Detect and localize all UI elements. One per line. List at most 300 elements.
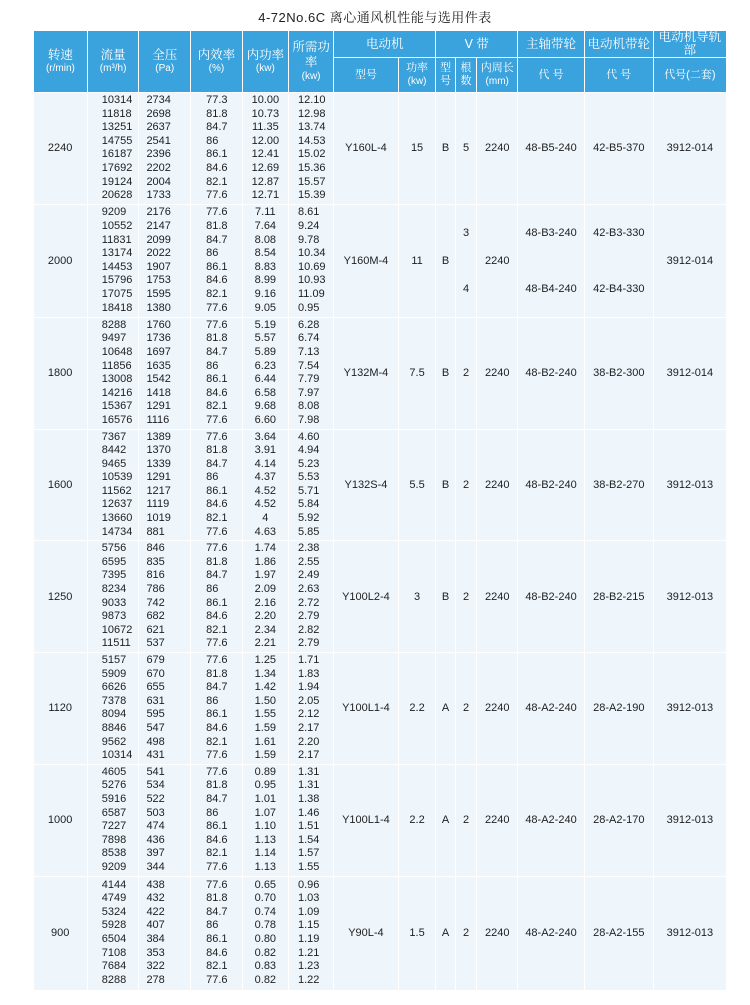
cell-value: 81.8 — [206, 219, 228, 232]
cell-value: 2022 — [146, 247, 171, 260]
cell-value: 82.1 — [206, 175, 228, 188]
pressure-cell — [139, 764, 191, 876]
cell-value: 9562 — [101, 735, 127, 748]
cell-value: 4 — [262, 512, 269, 525]
efficiency-cell — [191, 876, 243, 990]
cell-value: 1.55 — [297, 860, 320, 873]
cell-value: 77.6 — [206, 765, 228, 778]
belt-type-cell: B — [436, 93, 455, 205]
pressure-cell — [139, 429, 191, 541]
speed-cell: 2000 — [34, 204, 88, 317]
cell-value: 2.16 — [254, 596, 277, 609]
cell-value: 77.6 — [206, 654, 228, 666]
cell-value: 344 — [146, 860, 165, 873]
cell-value: 11.09 — [297, 287, 325, 300]
cell-value: 86.1 — [206, 820, 228, 833]
cell-value: 15.39 — [297, 189, 326, 202]
cell-value: 431 — [146, 749, 165, 762]
cell-value: 621 — [146, 623, 165, 636]
cell-value: 2.55 — [297, 555, 320, 568]
cell-value: 77.6 — [206, 206, 228, 219]
motor-power-cell: 2.2 — [398, 764, 436, 876]
cell-value: 2.82 — [297, 623, 320, 636]
cell-value: 2.20 — [254, 610, 277, 623]
efficiency-cell — [191, 541, 243, 653]
shaft-pulley-cell: 48-A2-240 — [518, 764, 585, 876]
cell-value: 2176 — [146, 206, 171, 219]
cell-value: 1.13 — [254, 860, 277, 873]
cell-value: 5756 — [101, 542, 127, 555]
required-power-cell — [288, 541, 333, 653]
required-power-cell — [288, 653, 333, 765]
cell-value: 86.1 — [206, 373, 228, 386]
motor-model-cell: Y132M-4 — [334, 317, 399, 429]
cell-value: 4.14 — [254, 457, 277, 470]
cell-value: 86 — [206, 134, 219, 147]
cell-value: 1.97 — [254, 569, 277, 582]
cell-value: 2.63 — [297, 583, 320, 596]
cell-value: 10.73 — [251, 107, 280, 120]
cell-value: 0.83 — [254, 960, 277, 973]
cell-value: 9.05 — [254, 301, 277, 314]
cell-value: 1697 — [146, 345, 171, 358]
speed-cell: 1250 — [34, 541, 88, 653]
belt-count-cell — [455, 204, 477, 317]
cell-value: 2541 — [146, 134, 171, 147]
cell-value: 2.17 — [297, 749, 320, 762]
cell-value: 82.1 — [206, 735, 228, 748]
header-efficiency: 内效率 (%) — [191, 31, 243, 93]
cell-value: 1.15 — [297, 919, 320, 932]
flow-cell — [87, 653, 139, 765]
cell-value: 81.8 — [206, 779, 228, 792]
cell-value: 84.7 — [206, 792, 228, 805]
cell-value: 2.38 — [297, 542, 320, 555]
cell-value: 10.34 — [297, 247, 326, 260]
cell-value: 9.68 — [254, 400, 277, 413]
motor-pulley-cell: 28-A2-170 — [584, 764, 653, 876]
cell-value: 77.6 — [206, 413, 228, 426]
cell-value: 11.35 — [251, 121, 279, 134]
cell-value: 2.79 — [297, 637, 320, 650]
table-body — [34, 93, 727, 991]
cell-value: 77.6 — [206, 878, 228, 891]
cell-value: 1.46 — [297, 806, 320, 819]
cell-value: 84.6 — [206, 498, 228, 511]
speed-cell: 1600 — [34, 429, 88, 541]
cell-value: 42-B4-330 — [593, 282, 645, 295]
belt-length-cell: 2240 — [477, 653, 518, 765]
header-vbelt: V 带 — [436, 31, 518, 58]
cell-value: 11562 — [101, 484, 132, 497]
cell-value: 7.98 — [297, 413, 320, 426]
motor-model-cell: Y132S-4 — [334, 429, 399, 541]
cell-value: 655 — [146, 681, 165, 694]
cell-value: 5.84 — [297, 498, 320, 511]
cell-value: 8.61 — [297, 206, 320, 219]
cell-value: 82.1 — [206, 512, 228, 525]
cell-value: 16187 — [101, 148, 133, 161]
cell-value: 9.16 — [254, 287, 277, 300]
cell-value: 77.6 — [206, 525, 228, 538]
table-row — [34, 429, 727, 541]
cell-value: 8538 — [101, 847, 127, 860]
cell-value: 1217 — [146, 484, 171, 497]
cell-value: 14734 — [101, 525, 133, 538]
motor-power-cell: 7.5 — [398, 317, 436, 429]
motor-model-cell: Y160L-4 — [334, 93, 399, 205]
shaft-pulley-cell: 48-B2-240 — [518, 429, 585, 541]
cell-value: 1119 — [146, 498, 170, 511]
motor-power-cell: 2.2 — [398, 653, 436, 765]
header-flow: 流量 (m³/h) — [87, 31, 139, 93]
required-power-cell — [288, 876, 333, 990]
cell-value: 86.1 — [206, 484, 228, 497]
speed-cell: 900 — [34, 876, 88, 990]
cell-value: 1389 — [146, 430, 171, 443]
belt-length-cell: 2240 — [477, 317, 518, 429]
cell-value: 631 — [146, 694, 165, 707]
cell-value: 2.09 — [254, 583, 277, 596]
cell-value: 1370 — [146, 444, 171, 457]
cell-value: 2.79 — [297, 610, 320, 623]
cell-value: 1.38 — [297, 792, 320, 805]
performance-table — [33, 30, 727, 991]
cell-value: 7395 — [101, 569, 127, 582]
cell-value: 4.94 — [297, 444, 320, 457]
cell-value: 0.78 — [254, 919, 277, 932]
cell-value: 9.24 — [297, 219, 320, 232]
cell-value: 84.7 — [206, 345, 228, 358]
cell-value: 474 — [146, 820, 165, 833]
pressure-cell — [139, 93, 191, 205]
belt-type-cell: A — [436, 764, 455, 876]
cell-value: 5.89 — [254, 345, 277, 358]
cell-value: 9873 — [101, 610, 127, 623]
cell-value: 4.37 — [254, 471, 277, 484]
cell-value: 86.1 — [206, 148, 228, 161]
cell-value: 4 — [462, 282, 470, 295]
cell-value: 5157 — [101, 654, 127, 666]
motor-pulley-cell: 28-B2-215 — [584, 541, 653, 653]
cell-value: 6587 — [101, 806, 127, 819]
cell-value: 12.69 — [251, 161, 280, 174]
flow-cell — [87, 317, 139, 429]
shaft-pulley-cell: 48-A2-240 — [518, 653, 585, 765]
cell-value: 5324 — [101, 905, 127, 918]
efficiency-cell — [191, 429, 243, 541]
inner-power-cell — [242, 429, 288, 541]
cell-value: 5.57 — [254, 332, 277, 345]
cell-value: 19124 — [101, 175, 133, 188]
cell-value: 84.7 — [206, 233, 228, 246]
flow-cell — [87, 93, 139, 205]
cell-value: 2.05 — [297, 694, 320, 707]
cell-value: 503 — [146, 806, 165, 819]
cell-value: 2.72 — [297, 596, 320, 609]
cell-value: 8846 — [101, 721, 127, 734]
belt-length-cell: 2240 — [477, 429, 518, 541]
cell-value: 13.74 — [297, 121, 326, 134]
cell-value: 0.96 — [297, 878, 320, 891]
cell-value: 1.50 — [254, 694, 277, 707]
cell-value: 1.83 — [297, 667, 320, 680]
cell-value: 84.7 — [206, 457, 228, 470]
cell-value: 5909 — [101, 667, 127, 680]
cell-value: 786 — [146, 583, 165, 596]
belt-length-cell: 2240 — [477, 764, 518, 876]
cell-value: 11856 — [101, 359, 132, 372]
cell-value: 742 — [146, 596, 165, 609]
header-rail: 电动机导轨部 — [653, 31, 726, 58]
cell-value: 547 — [146, 721, 165, 734]
pressure-cell — [139, 317, 191, 429]
cell-value: 42-B3-330 — [593, 226, 645, 239]
cell-value: 10648 — [101, 345, 133, 358]
cell-value: 432 — [146, 892, 165, 905]
cell-value: 6.28 — [297, 318, 320, 331]
table-row — [34, 541, 727, 653]
efficiency-cell — [191, 93, 243, 205]
cell-value: 82.1 — [206, 623, 228, 636]
cell-value: 11831 — [101, 233, 132, 246]
cell-value: 86 — [206, 247, 219, 260]
cell-value: 86.1 — [206, 260, 228, 273]
cell-value: 1760 — [146, 318, 171, 331]
cell-value: 1418 — [146, 386, 171, 399]
cell-value: 14453 — [101, 260, 133, 273]
cell-value: 1.07 — [254, 806, 277, 819]
cell-value: 20628 — [101, 189, 133, 202]
cell-value: 679 — [146, 654, 165, 666]
cell-value: 407 — [146, 919, 165, 932]
cell-value: 3 — [462, 226, 470, 239]
cell-value: 86 — [206, 806, 219, 819]
cell-value: 835 — [146, 555, 165, 568]
cell-value: 8234 — [101, 583, 127, 596]
cell-value: 537 — [146, 637, 165, 650]
cell-value: 436 — [146, 833, 165, 846]
motor-power-cell: 15 — [398, 93, 436, 205]
flow-cell — [87, 204, 139, 317]
cell-value: 4144 — [101, 878, 127, 891]
cell-value: 7.13 — [297, 345, 320, 358]
cell-value: 9033 — [101, 596, 127, 609]
cell-value: 8094 — [101, 708, 127, 721]
belt-length-cell: 2240 — [477, 876, 518, 990]
cell-value: 7684 — [101, 960, 127, 973]
cell-value: 0.95 — [254, 779, 277, 792]
cell-value: 84.7 — [206, 569, 228, 582]
motor-pulley-cell: 38-B2-270 — [584, 429, 653, 541]
pressure-cell — [139, 204, 191, 317]
cell-value: 10.93 — [297, 274, 326, 287]
cell-value: 13251 — [101, 121, 133, 134]
cell-value: 81.8 — [206, 667, 228, 680]
cell-value: 8.54 — [254, 247, 277, 260]
cell-value: 7.11 — [255, 206, 276, 219]
cell-value: 9497 — [101, 332, 127, 345]
cell-value: 14216 — [101, 386, 133, 399]
cell-value: 2.21 — [254, 637, 277, 650]
cell-value: 4.52 — [254, 484, 277, 497]
efficiency-cell — [191, 204, 243, 317]
cell-value: 670 — [146, 667, 165, 680]
flow-cell — [87, 764, 139, 876]
cell-value: 397 — [146, 847, 165, 860]
cell-value: 3.64 — [254, 430, 277, 443]
header-row-top — [34, 31, 727, 58]
flow-cell — [87, 429, 139, 541]
cell-value: 10.69 — [297, 260, 326, 273]
header-pressure: 全压 (Pa) — [139, 31, 191, 93]
cell-value: 1.94 — [297, 681, 320, 694]
belt-type-cell: B — [436, 204, 455, 317]
cell-value: 1736 — [146, 332, 171, 345]
rail-cell: 3912-013 — [653, 653, 726, 765]
belt-length-cell: 2240 — [477, 93, 518, 205]
cell-value: 1.55 — [254, 708, 277, 721]
cell-value: 84.7 — [206, 121, 228, 134]
cell-value: 7367 — [101, 430, 127, 443]
cell-value: 4.52 — [254, 498, 277, 511]
cell-value: 1.03 — [297, 892, 320, 905]
flow-cell — [87, 876, 139, 990]
header-motor-power: 功率 (kw) — [398, 58, 436, 93]
cell-value: 12.71 — [251, 189, 280, 202]
table-row — [34, 876, 727, 990]
cell-value: 0.82 — [254, 973, 277, 986]
required-power-cell — [288, 429, 333, 541]
rail-cell: 3912-014 — [653, 204, 726, 317]
cell-value: 84.6 — [206, 721, 228, 734]
header-shaft-pulley-code: 代 号 — [518, 58, 585, 93]
cell-value: 1733 — [146, 189, 171, 202]
cell-value: 84.7 — [206, 681, 228, 694]
rail-cell: 3912-013 — [653, 541, 726, 653]
cell-value: 9.78 — [297, 233, 320, 246]
cell-value: 1.25 — [254, 654, 277, 666]
speed-cell: 1000 — [34, 764, 88, 876]
cell-value: 5276 — [101, 779, 127, 792]
cell-value: 0.74 — [254, 905, 277, 918]
cell-value: 2202 — [146, 161, 171, 174]
cell-value: 6.74 — [297, 332, 320, 345]
required-power-cell — [288, 204, 333, 317]
cell-value: 1.09 — [297, 905, 320, 918]
cell-value: 322 — [146, 960, 165, 973]
cell-value: 2637 — [146, 121, 171, 134]
inner-power-cell — [242, 653, 288, 765]
cell-value: 84.6 — [206, 274, 228, 287]
cell-value: 15.02 — [297, 148, 326, 161]
speed-cell: 1800 — [34, 317, 88, 429]
header-belt-type: 型号 — [436, 58, 455, 93]
motor-power-cell: 1.5 — [398, 876, 436, 990]
flow-cell — [87, 541, 139, 653]
cell-value: 2.49 — [297, 569, 320, 582]
cell-value: 1.34 — [254, 667, 277, 680]
cell-value: 86.1 — [206, 708, 228, 721]
cell-value: 0.95 — [297, 301, 320, 314]
inner-power-cell — [242, 764, 288, 876]
cell-value: 0.89 — [254, 765, 277, 778]
cell-value: 86 — [206, 471, 219, 484]
cell-value: 8.08 — [254, 233, 277, 246]
cell-value: 278 — [146, 973, 165, 986]
cell-value: 6626 — [101, 681, 127, 694]
cell-value: 5.92 — [297, 512, 320, 525]
required-power-cell — [288, 93, 333, 205]
cell-value: 10314 — [101, 749, 133, 762]
cell-value: 15796 — [101, 274, 133, 287]
cell-value: 11511 — [101, 637, 131, 650]
belt-type-cell: A — [436, 653, 455, 765]
cell-value: 16576 — [101, 413, 133, 426]
cell-value: 1.10 — [254, 820, 277, 833]
cell-value: 82.1 — [206, 400, 228, 413]
efficiency-cell — [191, 764, 243, 876]
cell-value: 534 — [146, 779, 165, 792]
cell-value: 4605 — [101, 765, 127, 778]
motor-pulley-cell: 42-B5-370 — [584, 93, 653, 205]
page-title: 4-72No.6C 离心通风机性能与选用件表 — [258, 10, 492, 25]
cell-value: 12.87 — [251, 175, 280, 188]
cell-value: 7.79 — [297, 373, 320, 386]
cell-value: 84.7 — [206, 905, 228, 918]
cell-value: 14.53 — [297, 134, 326, 147]
cell-value: 8288 — [101, 973, 127, 986]
cell-value: 2.17 — [297, 721, 320, 734]
cell-value: 12.10 — [297, 94, 326, 106]
cell-value: 1.31 — [297, 779, 320, 792]
cell-value: 5.23 — [297, 457, 320, 470]
cell-value: 522 — [146, 792, 165, 805]
cell-value: 2.20 — [297, 735, 320, 748]
cell-value: 10552 — [101, 219, 133, 232]
cell-value: 82.1 — [206, 960, 228, 973]
cell-value: 1.19 — [297, 933, 320, 945]
rail-cell: 3912-013 — [653, 429, 726, 541]
belt-length-cell: 2240 — [477, 541, 518, 653]
header-belt-count: 根数 — [455, 58, 477, 93]
cell-value: 81.8 — [206, 107, 228, 120]
table-row — [34, 317, 727, 429]
table-row — [34, 653, 727, 765]
motor-model-cell: Y160M-4 — [334, 204, 399, 317]
cell-value: 10672 — [101, 623, 133, 636]
cell-value: 15.57 — [297, 175, 326, 188]
cell-value: 84.6 — [206, 946, 228, 959]
shaft-pulley-cell: 48-B2-240 — [518, 317, 585, 429]
cell-value: 2734 — [146, 94, 171, 106]
cell-value: 81.8 — [206, 555, 228, 568]
belt-count-cell: 2 — [455, 764, 477, 876]
header-shaft-pulley: 主轴带轮 — [518, 31, 585, 58]
cell-value: 48-B4-240 — [525, 282, 577, 295]
cell-value: 5916 — [101, 792, 127, 805]
cell-value: 6.44 — [254, 373, 277, 386]
cell-value: 5.53 — [297, 471, 320, 484]
header-rail-code: 代号(二套) — [653, 58, 726, 93]
header-motor-pulley-code: 代 号 — [584, 58, 653, 93]
cell-value: 17075 — [101, 287, 133, 300]
motor-pulley-cell: 38-B2-300 — [584, 317, 653, 429]
cell-value: 12.00 — [251, 134, 280, 147]
cell-value: 6.23 — [254, 359, 277, 372]
header-motor: 电动机 — [334, 31, 436, 58]
cell-value: 86.1 — [206, 596, 228, 609]
